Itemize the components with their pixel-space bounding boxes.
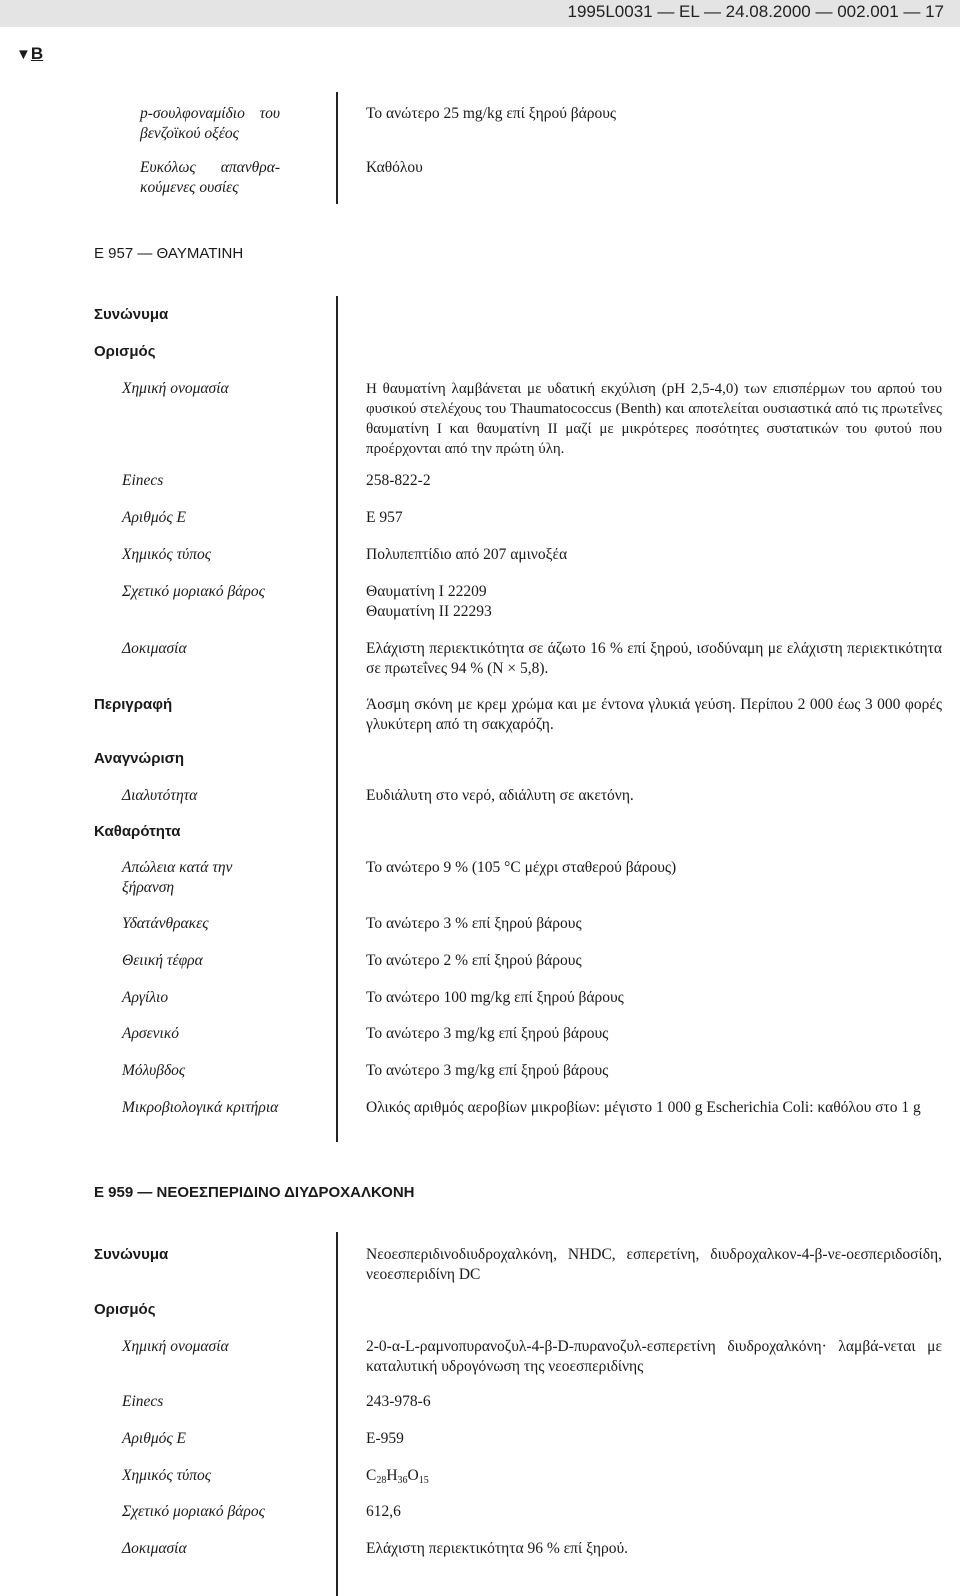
column-divider	[336, 92, 338, 204]
formula-value	[366, 1466, 429, 1491]
ash-value: Το ανώτερο 2 % επί ξηρού βάρους	[366, 952, 582, 969]
synonyms-value: Νεοεσπεριδινοδιυδροχαλκόνη, NHDC, εσπερετίνη, διυδροχαλκον-4-β-νε-οεσπεριδοσίδη, νεοεσπεριδίνη DC	[366, 1246, 942, 1283]
row-label: Ευκόλως απανθρα-κούμενες ουσίες	[140, 159, 280, 196]
page-header	[0, 0, 960, 27]
aluminium-value: Το ανώτερο 100 mg/kg επί ξηρού βάρους	[366, 989, 624, 1006]
carbs-value: Το ανώτερο 3 % επί ξηρού βάρους	[366, 915, 582, 932]
e-number-label: Αριθμός Ε	[122, 509, 186, 526]
solubility-label: Διαλυτότητα	[122, 787, 198, 804]
formula-label: Χημικός τύπος	[122, 1467, 212, 1484]
e-number-value: E 957	[366, 509, 403, 526]
assay-value: Ελάχιστη περιεκτικότητα σε άζωτο 16 % επί ξηρού, ισοδύναμη με ελάχιστη περιεκτικότητα σε πρωτεΐνες 94 % (N × 5,8).	[366, 640, 942, 677]
column-divider	[336, 1232, 338, 1596]
assay-label: Δοκιμασία	[122, 640, 187, 657]
chem-name-value: Η θαυματίνη λαμβάνεται με υδατική εκχύλιση (pH 2,5-4,0) των επισπέρμων του αρπού του φυσικού στελέχους του Thaumatococcus (Benth) και αποτελείται ουσιαστικά από τις πρωτεΐνες θαυματίνη I και θαυματίνη II μαζί με μικρότερες ποσότητες συστατικών του φυτού που προέρχονται από την πρώτη ύλη.	[366, 381, 942, 457]
loss-value: Το ανώτερο 9 % (105 °C μέχρι σταθερού βάρους)	[366, 859, 677, 876]
mw-label: Σχετικό μοριακό βάρος	[122, 583, 265, 600]
loss-label: Απώλεια κατά την ξήρανση	[122, 859, 233, 896]
micro-label: Μικροβιολογικά κριτήρια	[122, 1099, 279, 1116]
formula-c: C	[366, 1467, 377, 1484]
identification-label: Αναγνώριση	[94, 750, 185, 767]
arsenic-label: Αρσενικό	[122, 1025, 180, 1042]
formula-value: Πολυπεπτίδιο από 207 αμινοξέα	[366, 546, 568, 563]
amendment-marker	[16, 44, 43, 64]
chem-name-label: Χημική ονομασία	[122, 380, 229, 397]
section-title: E 959 — ΝΕΟΕΣΠΕΡΙΔΙΝΟ ΔΙΥΔΡΟΧΑΛΚΟΝΗ	[94, 1184, 415, 1201]
ash-label: Θειική τέφρα	[122, 952, 203, 969]
einecs-label: Einecs	[122, 472, 164, 489]
synonyms-label: Συνώνυμα	[94, 1246, 169, 1263]
mw-label: Σχετικό μοριακό βάρος	[122, 1503, 265, 1520]
e-number-label: Αριθμός Ε	[122, 1430, 186, 1447]
mw-value-1: Θαυματίνη I 22209	[366, 583, 487, 600]
assay-label: Δοκιμασία	[122, 1540, 187, 1557]
formula-c-sub: 28	[376, 1475, 387, 1486]
column-divider	[336, 296, 338, 1142]
formula-h-sub: 36	[397, 1475, 408, 1486]
einecs-label: Einecs	[122, 1393, 164, 1410]
marker-letter: B	[30, 44, 44, 63]
formula-h: H	[386, 1467, 398, 1484]
description-value: Άοσμη σκόνη με κρεμ χρώμα και με έντονα γλυκιά γεύση. Περίπου 2 000 έως 3 000 φορές γλυκύτερη από τη σακχαρόζη.	[366, 696, 942, 733]
purity-label: Καθαρότητα	[94, 823, 181, 840]
mw-value: 612,6	[366, 1503, 401, 1520]
einecs-value: 243-978-6	[366, 1393, 431, 1410]
document-reference: 1995L0031 — EL — 24.08.2000 — 002.001 — 17	[567, 2, 944, 21]
triangle-marker-icon: ▼	[16, 46, 31, 63]
carbs-label: Υδατάνθρακες	[122, 915, 209, 932]
formula-o-sub: 15	[418, 1475, 429, 1486]
definition-label: Ορισμός	[94, 1301, 156, 1318]
micro-value: Ολικός αριθμός αεροβίων μικροβίων: μέγιστο 1 000 g Escherichia Coli: καθόλου στο 1 g	[366, 1099, 921, 1116]
assay-value: Ελάχιστη περιεκτικότητα 96 % επί ξηρού.	[366, 1540, 629, 1557]
aluminium-label: Αργίλιο	[122, 989, 169, 1006]
chem-name-value: 2-0-α-L-ραμνοπυρανοζυλ-4-β-D-πυρανοζυλ-εσπερετίνη διυδροχαλκόνη· λαμβά-νεται με καταλυτική υδρογόνωση της νεοεσπεριδίνης	[366, 1338, 942, 1375]
mw-value-2: Θαυματίνη II 22293	[366, 603, 492, 620]
arsenic-value: Το ανώτερο 3 mg/kg επί ξηρού βάρους	[366, 1025, 609, 1042]
einecs-value: 258-822-2	[366, 472, 431, 489]
row-value: Το ανώτερο 25 mg/kg επί ξηρού βάρους	[366, 105, 617, 122]
row-label: p-σουλφοναμίδιο του βενζοϊκού οξέος	[140, 105, 280, 142]
definition-label: Ορισμός	[94, 343, 156, 360]
synonyms-label: Συνώνυμα	[94, 306, 169, 323]
lead-value: Το ανώτερο 3 mg/kg επί ξηρού βάρους	[366, 1062, 609, 1079]
e-number-value: E-959	[366, 1430, 404, 1447]
section-title: E 957 — ΘΑΥΜΑΤΙΝΗ	[94, 245, 244, 262]
lead-label: Μόλυβδος	[122, 1062, 186, 1079]
chem-name-label: Χημική ονομασία	[122, 1338, 229, 1355]
description-label: Περιγραφή	[94, 696, 173, 713]
solubility-value: Ευδιάλυτη στο νερό, αδιάλυτη σε ακετόνη.	[366, 787, 634, 804]
row-value: Καθόλου	[366, 159, 423, 176]
formula-o: O	[407, 1467, 419, 1484]
formula-label: Χημικός τύπος	[122, 546, 212, 563]
